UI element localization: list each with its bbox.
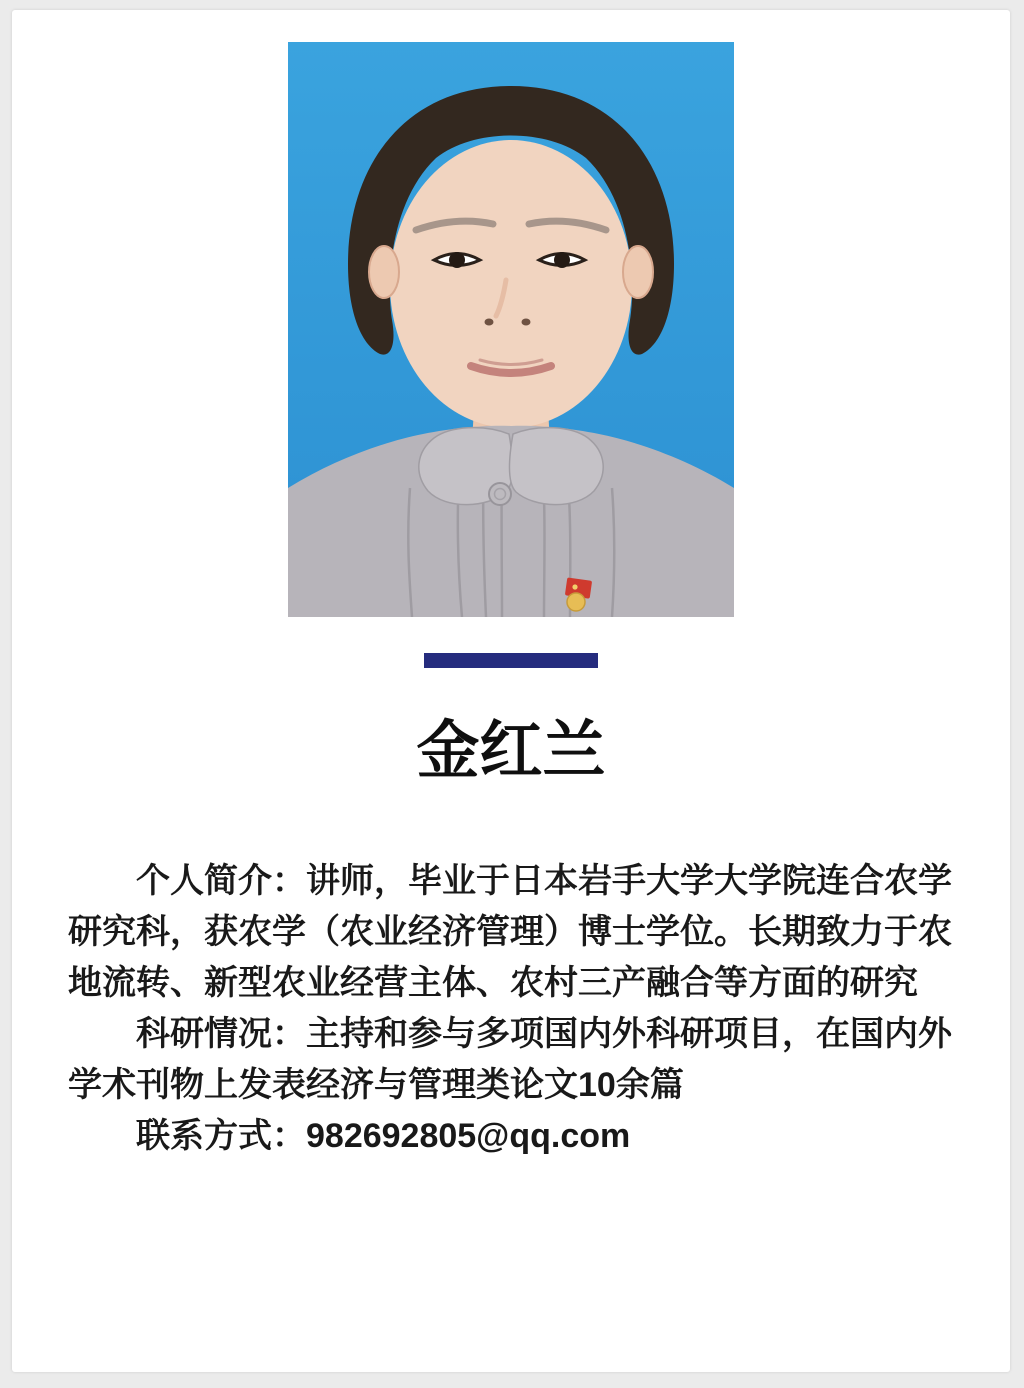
person-name: 金红兰 xyxy=(416,716,606,786)
face xyxy=(390,140,632,428)
right-iris xyxy=(554,252,570,268)
portrait-photo-illustration xyxy=(288,42,734,617)
bio-text xyxy=(12,856,1010,1162)
collar-right xyxy=(510,428,604,505)
bio-line-contact: 联系方式：982692805@qq.com xyxy=(136,1117,631,1155)
collar-button xyxy=(489,483,511,505)
right-ear xyxy=(623,246,653,298)
left-nostril xyxy=(485,319,494,326)
left-iris xyxy=(449,252,465,268)
portrait-photo xyxy=(288,42,734,617)
right-nostril xyxy=(522,319,531,326)
bio-line: 研究科，获农学（农业经济管理）博士学位。长期致力于农 xyxy=(68,913,952,951)
profile-card xyxy=(12,10,1010,1372)
bio-line-intro: 个人简介：讲师，毕业于日本岩手大学大学院连合农学 xyxy=(136,862,952,900)
bio-line: 学术刊物上发表经济与管理类论文10余篇 xyxy=(68,1066,684,1104)
left-ear xyxy=(369,246,399,298)
bio-line: 地流转、新型农业经营主体、农村三产融合等方面的研究 xyxy=(68,964,918,1002)
accent-divider xyxy=(424,653,598,668)
bio-line-research: 科研情况：主持和参与多项国内外科研项目，在国内外 xyxy=(136,1015,952,1053)
